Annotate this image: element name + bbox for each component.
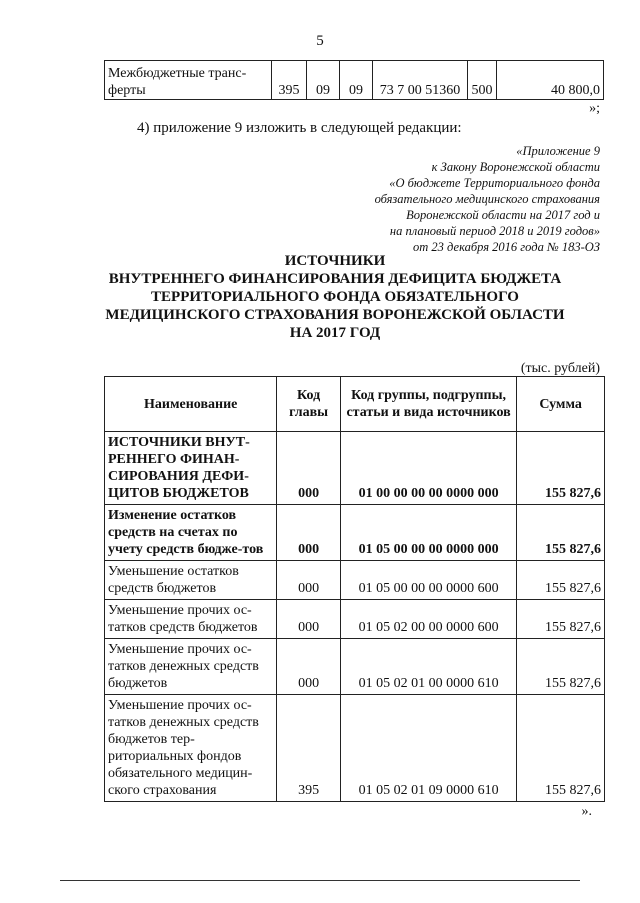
appendix-line: на плановый период 2018 и 2019 годов» (389, 224, 600, 238)
cell-kod: 395 (277, 695, 341, 802)
closing-quote: »; (589, 101, 600, 116)
appendix-line: «Приложение 9 (516, 144, 600, 158)
header-name: Наименование (105, 377, 277, 432)
cell-kod: 000 (277, 432, 341, 505)
appendix-line: «О бюджете Территориального фонда (389, 176, 600, 190)
row-pr: 09 (340, 61, 373, 100)
cell-code: 01 05 02 00 00 0000 600 (340, 600, 516, 639)
heading-line: МЕДИЦИНСКОГО СТРАХОВАНИЯ ВОРОНЕЖСКОЙ ОБЛАСТИ (105, 307, 565, 323)
appendix-line: от 23 декабря 2016 года № 183-ОЗ (413, 240, 600, 254)
cell-summa: 155 827,6 (517, 600, 605, 639)
cell-code: 01 00 00 00 00 0000 000 (340, 432, 516, 505)
table-row (105, 639, 605, 695)
table-row (105, 505, 605, 561)
header-summa: Сумма (517, 377, 605, 432)
cell-name: Уменьшение прочих ос-татков средств бюджетов (105, 600, 277, 639)
row-name: Межбюджетные транс-ферты (105, 61, 272, 100)
financing-sources-table (104, 376, 605, 802)
cell-summa: 155 827,6 (517, 695, 605, 802)
table-row (105, 695, 605, 802)
row-sum: 40 800,0 (497, 61, 604, 100)
row-csr: 73 7 00 51360 (373, 61, 468, 100)
cell-summa: 155 827,6 (517, 505, 605, 561)
cell-code: 01 05 00 00 00 0000 600 (340, 561, 516, 600)
table-row (105, 561, 605, 600)
appendix-line: к Закону Воронежской области (431, 160, 600, 174)
table-row (105, 432, 605, 505)
cell-name: Уменьшение прочих ос-татков денежных средств бюджетов (105, 639, 277, 695)
header-code: Код группы, подгруппы, статьи и вида источников (340, 377, 516, 432)
table-row (105, 600, 605, 639)
header-kod: Код главы (277, 377, 341, 432)
row-glava: 395 (272, 61, 307, 100)
cell-summa: 155 827,6 (517, 561, 605, 600)
cell-kod: 000 (277, 600, 341, 639)
appendix-line: обязательного медицинского страхования (374, 192, 600, 206)
cell-code: 01 05 02 01 00 0000 610 (340, 639, 516, 695)
instruction-text: 4) приложение 9 изложить в следующей редакции: (137, 120, 462, 136)
cell-kod: 000 (277, 561, 341, 600)
closing-quote-final: ». (581, 804, 592, 819)
units-label: (тыс. рублей) (520, 361, 600, 376)
cell-name: Изменение остатков средств на счетах по учету средств бюдже-тов (105, 505, 277, 561)
heading-line: ВНУТРЕННЕГО ФИНАНСИРОВАНИЯ ДЕФИЦИТА БЮДЖЕТА (108, 271, 562, 287)
table-header-row (105, 377, 605, 432)
row-vr: 500 (468, 61, 497, 100)
cell-kod: 000 (277, 505, 341, 561)
cell-name: Уменьшение остатков средств бюджетов (105, 561, 277, 600)
cell-summa: 155 827,6 (517, 639, 605, 695)
cell-code: 01 05 00 00 00 0000 000 (340, 505, 516, 561)
budget-allocation-table (104, 60, 604, 100)
cell-kod: 000 (277, 639, 341, 695)
appendix-reference (300, 143, 600, 255)
table-row (105, 61, 604, 100)
cell-name: ИСТОЧНИКИ ВНУТ-РЕННЕГО ФИНАН-СИРОВАНИЯ ДЕФИ-ЦИТОВ БЮДЖЕТОВ (105, 432, 277, 505)
cell-code: 01 05 02 01 09 0000 610 (340, 695, 516, 802)
cell-summa: 155 827,6 (517, 432, 605, 505)
footer-divider (60, 880, 580, 881)
heading-line: ТЕРРИТОРИАЛЬНОГО ФОНДА ОБЯЗАТЕЛЬНОГО (151, 289, 519, 305)
page-number: 5 (316, 33, 324, 49)
heading-line: НА 2017 ГОД (289, 325, 381, 341)
document-heading (95, 252, 575, 342)
cell-name: Уменьшение прочих ос-татков денежных средств бюджетов тер-риториальных фондов обязательного медицин-ского страхования (105, 695, 277, 802)
appendix-line: Воронежской области на 2017 год и (406, 208, 600, 222)
heading-line: ИСТОЧНИКИ (284, 253, 386, 269)
row-rz: 09 (307, 61, 340, 100)
